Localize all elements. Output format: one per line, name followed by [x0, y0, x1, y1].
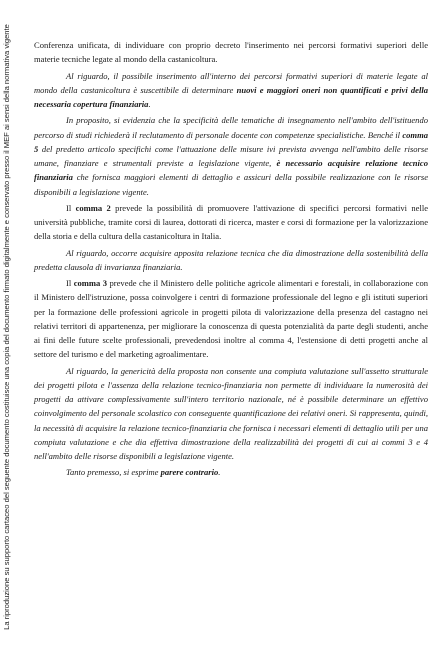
paragraph-8: [34, 465, 428, 479]
paragraph-4-comma-ref: comma 2: [75, 202, 111, 213]
paragraph-2-end: .: [148, 99, 151, 109]
paragraph-6-comma-ref: comma 3: [73, 278, 108, 288]
paragraph-6: [34, 276, 428, 362]
paragraph-3-emphasis: è necessario acquisire relazione tecnico finanziaria: [34, 158, 429, 183]
paragraph-3-text-2: del predetto articolo specifichi come l'attuazione delle misure ivi prevista avvenga nell'ambito delle risorse umane, finanziare e strumentali previste a legislazione vigente,: [34, 143, 428, 168]
paragraph-6-text: Il: [66, 278, 74, 288]
paragraph-1: [34, 38, 428, 67]
paragraph-5-text: Al riguardo, occorre acquisire apposita relazione tecnica che dia dimostrazione della sostenibilità della predetta clausola di invarianza finanziaria.: [34, 247, 428, 272]
paragraph-3-text: In proposito, si evidenzia che la specificità delle tematiche di insegnamento nell'ambito dell'istituendo percorso di studi richiederà il reclutamento di personale docente con competenze specialistiche. Benché il: [34, 115, 428, 140]
final-opinion: parere contrario: [160, 467, 219, 478]
paragraph-3-text-3: che fornisca maggiori elementi di dettaglio e assicuri della possibile realizzazione con le risorse disponibili a legislazione vigente.: [34, 172, 428, 197]
paragraph-5: [34, 246, 428, 275]
paragraph-2-emphasis: nuovi e maggiori oneri non quantificati e privi della necessaria copertura finanziaria: [34, 84, 428, 109]
paragraph-4: [34, 201, 428, 244]
paragraph-8-end: .: [218, 467, 221, 478]
paragraph-6-text-2: prevede che il Ministero delle politiche agricole alimentari e forestali, in collaborazione con il Ministero dell'istruzione, possa coinvolgere i centri di formazione professionale del legno e gli istituti superiori per la formazione delle professioni agricole in progetti pilota di valorizzazione della presenza del castagno nei relativi territori di appartenenza, per migliorare la conoscenza di questa potenzialità da parte degli studenti, anche ai fini delle future scelte professionali, prevedendosi inoltre al comma 4, l'estensione di detti progetti anche al settore del turismo e del marketing agroalimentare.: [34, 278, 428, 360]
paragraph-7-text: Al riguardo, la genericità della proposta non consente una compiuta valutazione sull'assetto strutturale dei progetti pilota e l'assenza della relazione tecnico-finanziaria non permette di individuare la numerosità dei progetti da attivare complessivamente sull'intero territorio nazionale, né è possibile determinare un effettivo coinvolgimento del personale scolastico con conseguente quantificazione dei relativi oneri. Si rappresenta, quindi, la necessità di acquisire la relazione tecnico-finanziaria che fornisca i necessari elementi di dettaglio utili per una compiuta valutazione e che dia effettiva dimostrazione della realizzabilità dei progetti di cui ai commi 3 e 4 nell'ambito delle risorse disponibili a legislazione vigente.: [34, 365, 428, 461]
paragraph-4-text: Il: [66, 202, 76, 213]
paragraph-2: [34, 69, 428, 112]
document-body: [34, 38, 428, 482]
paragraph-1-text: Conferenza unificata, di individuare con proprio decreto l'inserimento nei percorsi formativi superiori delle materie tecniche legate al mondo della castanicoltura.: [34, 40, 428, 65]
paragraph-2-text: Al riguardo, il possibile inserimento all'interno dei percorsi formativi superiori di materie legate al mondo della castanicoltura è suscettibile di determinare: [34, 70, 428, 95]
paragraph-3-comma-ref: comma 5: [34, 129, 428, 154]
paragraph-7: [34, 364, 428, 464]
digital-copy-notice: [1, 0, 13, 654]
paragraph-4-text-2: prevede la possibilità di promuovere l'attivazione di specifici percorsi formativi nelle università pubbliche, tramite corsi di laurea, dottorati di ricerca, master e corsi di formazione per la valorizzazione della storia e della cultura della castanicoltura in Italia.: [34, 202, 429, 242]
digital-copy-notice-text: La riproduzione su supporto cartaceo del seguente documento costituisce una copia del documento firmato digitalmente e conservato presso il MEF ai sensi della normativa vigente: [2, 24, 11, 630]
paragraph-8-text: Tanto premesso, si esprime: [66, 467, 161, 478]
paragraph-3: [34, 113, 428, 199]
